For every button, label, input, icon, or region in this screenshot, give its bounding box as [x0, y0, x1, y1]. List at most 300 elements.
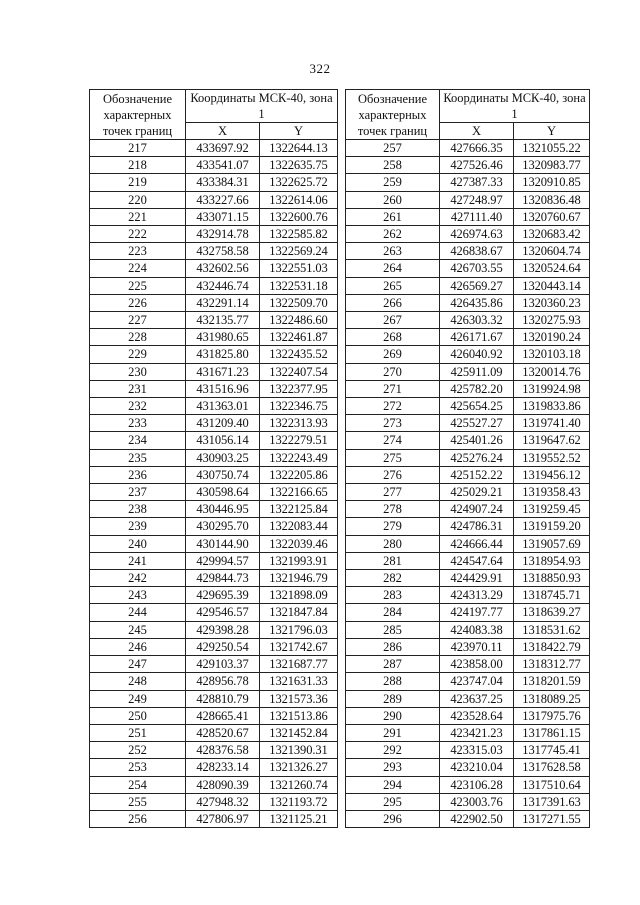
- table-row: [90, 415, 338, 432]
- table-row: [346, 294, 590, 311]
- y-coordinate-cell: 1320360.23: [514, 294, 590, 311]
- table-row: [346, 587, 590, 604]
- x-coordinate-cell: 427526.46: [440, 157, 514, 174]
- x-coordinate-cell: 432914.78: [186, 226, 260, 243]
- table-row: [346, 174, 590, 191]
- point-number-cell: 295: [346, 793, 440, 810]
- x-coordinate-cell: 425029.21: [440, 484, 514, 501]
- y-coordinate-cell: 1322486.60: [260, 312, 338, 329]
- point-number-cell: 263: [346, 243, 440, 260]
- table-row: [90, 208, 338, 225]
- y-coordinate-cell: 1319358.43: [514, 484, 590, 501]
- y-coordinate-cell: 1322585.82: [260, 226, 338, 243]
- table-row: [90, 724, 338, 741]
- point-number-cell: 275: [346, 449, 440, 466]
- y-coordinate-cell: 1317975.76: [514, 707, 590, 724]
- table-row: [90, 604, 338, 621]
- point-number-cell: 223: [90, 243, 186, 260]
- x-coordinate-cell: 424547.64: [440, 552, 514, 569]
- y-coordinate-cell: 1319159.20: [514, 518, 590, 535]
- x-coordinate-cell: 427248.97: [440, 191, 514, 208]
- table-row: [90, 759, 338, 776]
- point-number-cell: 232: [90, 398, 186, 415]
- point-number-cell: 264: [346, 260, 440, 277]
- point-number-cell: 272: [346, 398, 440, 415]
- point-number-cell: 265: [346, 277, 440, 294]
- point-number-cell: 274: [346, 432, 440, 449]
- y-coordinate-cell: 1322635.75: [260, 157, 338, 174]
- x-coordinate-cell: 429844.73: [186, 570, 260, 587]
- y-coordinate-cell: 1318201.59: [514, 673, 590, 690]
- point-number-cell: 238: [90, 501, 186, 518]
- point-number-cell: 259: [346, 174, 440, 191]
- table-row: [346, 638, 590, 655]
- table-row: [346, 346, 590, 363]
- table-row: [90, 346, 338, 363]
- point-number-cell: 220: [90, 191, 186, 208]
- table-row: [346, 690, 590, 707]
- y-coordinate-cell: 1319647.62: [514, 432, 590, 449]
- point-number-cell: 286: [346, 638, 440, 655]
- point-number-cell: 257: [346, 140, 440, 157]
- y-coordinate-cell: 1322346.75: [260, 398, 338, 415]
- point-number-cell: 281: [346, 552, 440, 569]
- x-coordinate-cell: 432446.74: [186, 277, 260, 294]
- x-coordinate-cell: 433071.15: [186, 208, 260, 225]
- table-row: [346, 277, 590, 294]
- x-coordinate-cell: 429546.57: [186, 604, 260, 621]
- y-coordinate-cell: 1319456.12: [514, 466, 590, 483]
- x-coordinate-cell: 428810.79: [186, 690, 260, 707]
- point-number-cell: 249: [90, 690, 186, 707]
- point-number-cell: 218: [90, 157, 186, 174]
- table-row: [346, 398, 590, 415]
- point-number-cell: 248: [90, 673, 186, 690]
- table-row: [90, 380, 338, 397]
- x-coordinate-cell: 432602.56: [186, 260, 260, 277]
- y-coordinate-cell: 1322531.18: [260, 277, 338, 294]
- x-coordinate-cell: 433541.07: [186, 157, 260, 174]
- x-coordinate-cell: 425654.25: [440, 398, 514, 415]
- y-coordinate-cell: 1321993.91: [260, 552, 338, 569]
- x-coordinate-cell: 430903.25: [186, 449, 260, 466]
- table-row: [90, 793, 338, 810]
- y-coordinate-cell: 1322625.72: [260, 174, 338, 191]
- page-number: 322: [309, 61, 331, 76]
- table-row: [90, 587, 338, 604]
- y-coordinate-cell: 1322509.70: [260, 294, 338, 311]
- coordinates-header: Координаты МСК-40, зона 1: [440, 90, 590, 123]
- y-coordinate-cell: 1321193.72: [260, 793, 338, 810]
- coordinates-header: Координаты МСК-40, зона 1: [186, 90, 338, 123]
- y-coordinate-cell: 1319924.98: [514, 380, 590, 397]
- y-coordinate-cell: 1320443.14: [514, 277, 590, 294]
- x-coordinate-cell: 423210.04: [440, 759, 514, 776]
- x-coordinate-cell: 433384.31: [186, 174, 260, 191]
- table-row: [346, 621, 590, 638]
- point-number-cell: 228: [90, 329, 186, 346]
- x-coordinate-cell: 428956.78: [186, 673, 260, 690]
- y-coordinate-cell: 1317745.41: [514, 742, 590, 759]
- table-row: [346, 191, 590, 208]
- y-coordinate-cell: 1321513.86: [260, 707, 338, 724]
- y-coordinate-cell: 1318422.79: [514, 638, 590, 655]
- x-coordinate-cell: 428090.39: [186, 776, 260, 793]
- point-number-cell: 277: [346, 484, 440, 501]
- y-coordinate-cell: 1320604.74: [514, 243, 590, 260]
- point-number-cell: 278: [346, 501, 440, 518]
- point-number-cell: 233: [90, 415, 186, 432]
- table-row: [346, 724, 590, 741]
- y-coordinate-cell: 1319057.69: [514, 535, 590, 552]
- table-row: [346, 535, 590, 552]
- x-column-header: X: [440, 123, 514, 140]
- y-coordinate-cell: 1319833.86: [514, 398, 590, 415]
- x-coordinate-cell: 429250.54: [186, 638, 260, 655]
- y-coordinate-cell: 1322644.13: [260, 140, 338, 157]
- x-coordinate-cell: 430144.90: [186, 535, 260, 552]
- x-coordinate-cell: 423858.00: [440, 656, 514, 673]
- point-number-cell: 291: [346, 724, 440, 741]
- x-coordinate-cell: 432291.14: [186, 294, 260, 311]
- point-number-cell: 273: [346, 415, 440, 432]
- y-coordinate-cell: 1321573.36: [260, 690, 338, 707]
- point-number-cell: 226: [90, 294, 186, 311]
- y-coordinate-cell: 1322125.84: [260, 501, 338, 518]
- x-coordinate-cell: 431980.65: [186, 329, 260, 346]
- point-number-cell: 235: [90, 449, 186, 466]
- x-coordinate-cell: 427111.40: [440, 208, 514, 225]
- point-number-cell: 253: [90, 759, 186, 776]
- table-row: [346, 604, 590, 621]
- y-coordinate-cell: 1321946.79: [260, 570, 338, 587]
- table-row: [90, 810, 338, 827]
- y-coordinate-cell: 1320683.42: [514, 226, 590, 243]
- y-coordinate-cell: 1320524.64: [514, 260, 590, 277]
- x-coordinate-cell: 431363.01: [186, 398, 260, 415]
- point-number-cell: 243: [90, 587, 186, 604]
- point-number-cell: 224: [90, 260, 186, 277]
- y-column-header: Y: [514, 123, 590, 140]
- y-coordinate-cell: 1317628.58: [514, 759, 590, 776]
- point-number-cell: 271: [346, 380, 440, 397]
- point-number-cell: 237: [90, 484, 186, 501]
- y-coordinate-cell: 1321847.84: [260, 604, 338, 621]
- point-number-cell: 284: [346, 604, 440, 621]
- y-coordinate-cell: 1321742.67: [260, 638, 338, 655]
- x-coordinate-cell: 431056.14: [186, 432, 260, 449]
- point-number-cell: 282: [346, 570, 440, 587]
- x-coordinate-cell: 426435.86: [440, 294, 514, 311]
- x-coordinate-cell: 433227.66: [186, 191, 260, 208]
- table-row: [346, 449, 590, 466]
- y-coordinate-cell: 1321796.03: [260, 621, 338, 638]
- point-number-cell: 280: [346, 535, 440, 552]
- table-row: [346, 415, 590, 432]
- x-coordinate-cell: 424786.31: [440, 518, 514, 535]
- table-row: [346, 226, 590, 243]
- y-coordinate-cell: 1319259.45: [514, 501, 590, 518]
- table-row: [346, 793, 590, 810]
- x-coordinate-cell: 424083.38: [440, 621, 514, 638]
- point-number-cell: 236: [90, 466, 186, 483]
- table-row: [90, 432, 338, 449]
- x-coordinate-cell: 431516.96: [186, 380, 260, 397]
- y-coordinate-cell: 1321055.22: [514, 140, 590, 157]
- table-row: [90, 638, 338, 655]
- x-coordinate-cell: 425782.20: [440, 380, 514, 397]
- x-coordinate-cell: 433697.92: [186, 140, 260, 157]
- table-row: [90, 466, 338, 483]
- x-coordinate-cell: 428520.67: [186, 724, 260, 741]
- table-body-right: [346, 140, 590, 828]
- table-row: [90, 621, 338, 638]
- x-coordinate-cell: 423970.11: [440, 638, 514, 655]
- x-coordinate-cell: 424907.24: [440, 501, 514, 518]
- y-coordinate-cell: 1321260.74: [260, 776, 338, 793]
- point-number-cell: 247: [90, 656, 186, 673]
- y-coordinate-cell: 1322614.06: [260, 191, 338, 208]
- table-row: [346, 742, 590, 759]
- point-number-cell: 268: [346, 329, 440, 346]
- table-row: [90, 690, 338, 707]
- point-number-cell: 241: [90, 552, 186, 569]
- table-row: [90, 243, 338, 260]
- table-row: [90, 552, 338, 569]
- table-row: [346, 501, 590, 518]
- table-row: [90, 501, 338, 518]
- table-row: [90, 673, 338, 690]
- x-coordinate-cell: 427806.97: [186, 810, 260, 827]
- table-row: [90, 398, 338, 415]
- x-coordinate-cell: 426703.55: [440, 260, 514, 277]
- x-coordinate-cell: 432758.58: [186, 243, 260, 260]
- table-row: [346, 518, 590, 535]
- x-coordinate-cell: 425152.22: [440, 466, 514, 483]
- table-row: [346, 673, 590, 690]
- y-coordinate-cell: 1321125.21: [260, 810, 338, 827]
- table-row: [90, 140, 338, 157]
- x-coordinate-cell: 425527.27: [440, 415, 514, 432]
- table-row: [346, 432, 590, 449]
- y-coordinate-cell: 1322600.76: [260, 208, 338, 225]
- point-number-cell: 293: [346, 759, 440, 776]
- point-number-cell: 262: [346, 226, 440, 243]
- table-row: [346, 656, 590, 673]
- x-coordinate-cell: 424313.29: [440, 587, 514, 604]
- x-coordinate-cell: 429695.39: [186, 587, 260, 604]
- table-row: [346, 140, 590, 157]
- point-number-cell: 221: [90, 208, 186, 225]
- y-coordinate-cell: 1320983.77: [514, 157, 590, 174]
- y-coordinate-cell: 1321452.84: [260, 724, 338, 741]
- table-row: [346, 363, 590, 380]
- x-coordinate-cell: 424429.91: [440, 570, 514, 587]
- x-coordinate-cell: 426303.32: [440, 312, 514, 329]
- x-coordinate-cell: 423528.64: [440, 707, 514, 724]
- table-row: [90, 157, 338, 174]
- point-number-cell: 256: [90, 810, 186, 827]
- table-row: [90, 656, 338, 673]
- table-row: [90, 535, 338, 552]
- point-number-cell: 251: [90, 724, 186, 741]
- point-number-cell: 222: [90, 226, 186, 243]
- x-coordinate-cell: 430446.95: [186, 501, 260, 518]
- point-number-cell: 267: [346, 312, 440, 329]
- point-number-cell: 260: [346, 191, 440, 208]
- x-coordinate-cell: 431209.40: [186, 415, 260, 432]
- y-coordinate-cell: 1317510.64: [514, 776, 590, 793]
- x-coordinate-cell: 430750.74: [186, 466, 260, 483]
- y-coordinate-cell: 1321687.77: [260, 656, 338, 673]
- y-coordinate-cell: 1317861.15: [514, 724, 590, 741]
- point-number-cell: 252: [90, 742, 186, 759]
- table-row: [346, 380, 590, 397]
- table-row: [90, 226, 338, 243]
- table-row: [90, 570, 338, 587]
- x-coordinate-cell: 430295.70: [186, 518, 260, 535]
- y-column-header: Y: [260, 123, 338, 140]
- point-number-cell: 246: [90, 638, 186, 655]
- point-number-cell: 217: [90, 140, 186, 157]
- table-row: [90, 191, 338, 208]
- x-coordinate-cell: 424666.44: [440, 535, 514, 552]
- table-row: [346, 484, 590, 501]
- table-row: [90, 329, 338, 346]
- y-coordinate-cell: 1322083.44: [260, 518, 338, 535]
- table-row: [346, 570, 590, 587]
- y-coordinate-cell: 1321631.33: [260, 673, 338, 690]
- y-coordinate-cell: 1320190.24: [514, 329, 590, 346]
- y-coordinate-cell: 1322039.46: [260, 535, 338, 552]
- y-coordinate-cell: 1321390.31: [260, 742, 338, 759]
- point-number-cell: 227: [90, 312, 186, 329]
- table-row: [90, 260, 338, 277]
- point-number-cell: 250: [90, 707, 186, 724]
- table-row: [90, 484, 338, 501]
- x-coordinate-cell: 423003.76: [440, 793, 514, 810]
- point-number-cell: 245: [90, 621, 186, 638]
- x-coordinate-cell: 425911.09: [440, 363, 514, 380]
- point-number-cell: 270: [346, 363, 440, 380]
- point-number-cell: 234: [90, 432, 186, 449]
- y-coordinate-cell: 1322407.54: [260, 363, 338, 380]
- point-number-cell: 288: [346, 673, 440, 690]
- y-coordinate-cell: 1322166.65: [260, 484, 338, 501]
- y-coordinate-cell: 1320014.76: [514, 363, 590, 380]
- y-coordinate-cell: 1322569.24: [260, 243, 338, 260]
- table-row: [90, 742, 338, 759]
- x-coordinate-cell: 426040.92: [440, 346, 514, 363]
- x-coordinate-cell: 430598.64: [186, 484, 260, 501]
- y-coordinate-cell: 1317271.55: [514, 810, 590, 827]
- y-coordinate-cell: 1322279.51: [260, 432, 338, 449]
- point-number-cell: 296: [346, 810, 440, 827]
- x-coordinate-cell: 428233.14: [186, 759, 260, 776]
- table-row: [346, 157, 590, 174]
- x-coordinate-cell: 423421.23: [440, 724, 514, 741]
- table-row: [346, 776, 590, 793]
- x-coordinate-cell: 429103.37: [186, 656, 260, 673]
- point-number-cell: 261: [346, 208, 440, 225]
- point-number-cell: 276: [346, 466, 440, 483]
- table-row: [346, 243, 590, 260]
- y-coordinate-cell: 1318850.93: [514, 570, 590, 587]
- y-coordinate-cell: 1322551.03: [260, 260, 338, 277]
- x-coordinate-cell: 423106.28: [440, 776, 514, 793]
- x-coordinate-cell: 423637.25: [440, 690, 514, 707]
- x-column-header: X: [186, 123, 260, 140]
- point-number-cell: 229: [90, 346, 186, 363]
- x-coordinate-cell: 427948.32: [186, 793, 260, 810]
- point-number-cell: 287: [346, 656, 440, 673]
- table-row: [346, 466, 590, 483]
- table-row: [346, 810, 590, 827]
- point-number-cell: 283: [346, 587, 440, 604]
- y-coordinate-cell: 1319741.40: [514, 415, 590, 432]
- x-coordinate-cell: 426171.67: [440, 329, 514, 346]
- point-number-cell: 294: [346, 776, 440, 793]
- point-number-cell: 244: [90, 604, 186, 621]
- designation-header: Обозначение характерных точек границ: [90, 90, 186, 140]
- point-number-cell: 290: [346, 707, 440, 724]
- point-number-cell: 239: [90, 518, 186, 535]
- table-row: [346, 260, 590, 277]
- x-coordinate-cell: 425276.24: [440, 449, 514, 466]
- point-number-cell: 289: [346, 690, 440, 707]
- y-coordinate-cell: 1322377.95: [260, 380, 338, 397]
- x-coordinate-cell: 423747.04: [440, 673, 514, 690]
- table-row: [90, 294, 338, 311]
- y-coordinate-cell: 1318089.25: [514, 690, 590, 707]
- point-number-cell: 266: [346, 294, 440, 311]
- point-number-cell: 255: [90, 793, 186, 810]
- table-row: [90, 277, 338, 294]
- designation-header: Обозначение характерных точек границ: [346, 90, 440, 140]
- x-coordinate-cell: 423315.03: [440, 742, 514, 759]
- y-coordinate-cell: 1319552.52: [514, 449, 590, 466]
- point-number-cell: 242: [90, 570, 186, 587]
- y-coordinate-cell: 1322243.49: [260, 449, 338, 466]
- x-coordinate-cell: 425401.26: [440, 432, 514, 449]
- y-coordinate-cell: 1322461.87: [260, 329, 338, 346]
- table-row: [346, 329, 590, 346]
- y-coordinate-cell: 1322313.93: [260, 415, 338, 432]
- point-number-cell: 258: [346, 157, 440, 174]
- y-coordinate-cell: 1320910.85: [514, 174, 590, 191]
- y-coordinate-cell: 1318745.71: [514, 587, 590, 604]
- table-row: [346, 759, 590, 776]
- y-coordinate-cell: 1322435.52: [260, 346, 338, 363]
- point-number-cell: 292: [346, 742, 440, 759]
- x-coordinate-cell: 426569.27: [440, 277, 514, 294]
- point-number-cell: 279: [346, 518, 440, 535]
- table-row: [90, 174, 338, 191]
- coordinates-table-left: [89, 89, 338, 828]
- y-coordinate-cell: 1320760.67: [514, 208, 590, 225]
- table-body-left: [90, 140, 338, 828]
- table-row: [90, 449, 338, 466]
- x-coordinate-cell: 431825.80: [186, 346, 260, 363]
- y-coordinate-cell: 1320836.48: [514, 191, 590, 208]
- y-coordinate-cell: 1318954.93: [514, 552, 590, 569]
- table-row: [90, 776, 338, 793]
- point-number-cell: 230: [90, 363, 186, 380]
- table-row: [90, 518, 338, 535]
- table-row: [346, 312, 590, 329]
- x-coordinate-cell: 422902.50: [440, 810, 514, 827]
- table-row: [90, 363, 338, 380]
